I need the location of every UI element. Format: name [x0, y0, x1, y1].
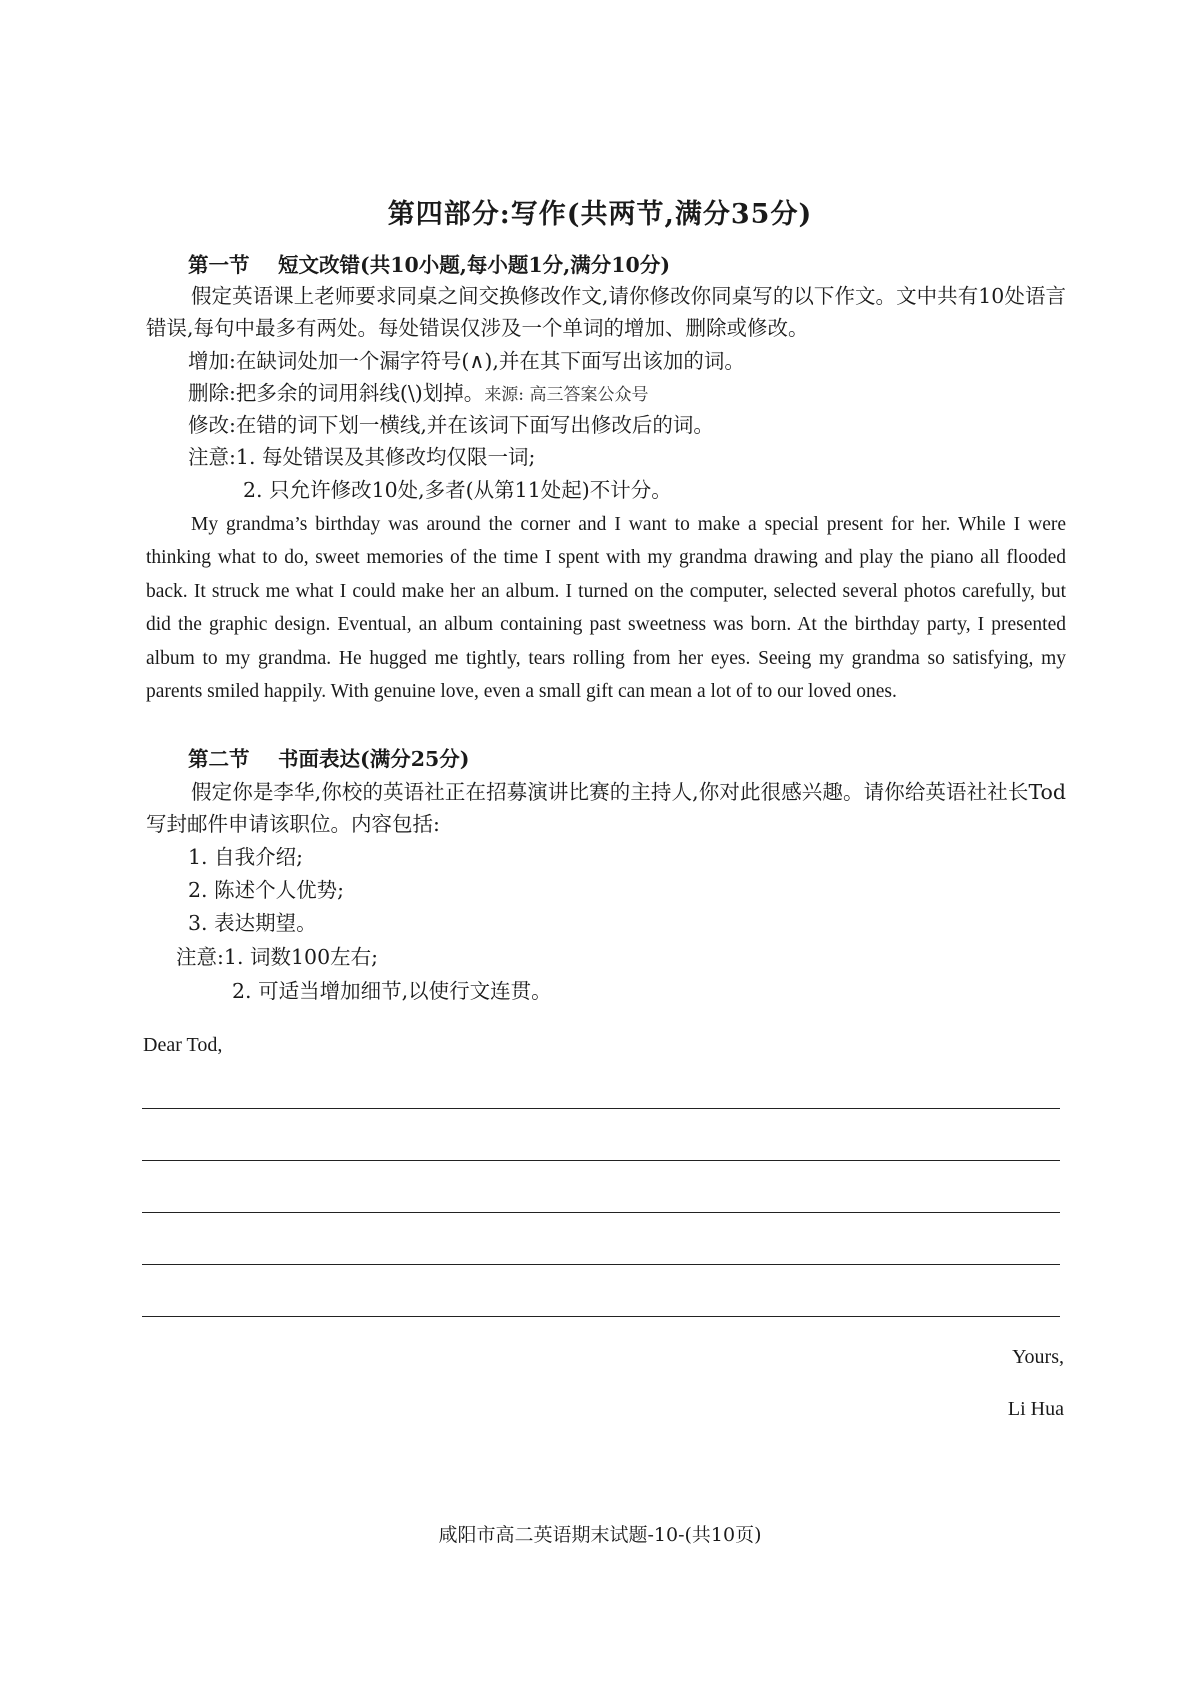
task-item-1: 1. 自我介绍;: [188, 845, 303, 869]
delete-rule-line: [188, 378, 648, 410]
section2-title: 书面表达(满分25分): [278, 747, 470, 771]
section1-title: 短文改错(共10小题,每小题1分,满分10分): [278, 253, 671, 277]
letter-closing: Yours,: [1012, 1346, 1064, 1368]
section1-note1: 注意:1. 每处错误及其修改均仅限一词;: [188, 445, 536, 469]
page-footer: 咸阳市高二英语期末试题-10-(共10页): [438, 1524, 762, 1546]
section2-intro: 假定你是李华,你校的英语社正在招募演讲比赛的主持人,你对此很感兴趣。请你给英语社社长Tod写封邮件申请该职位。内容包括:: [146, 780, 1066, 836]
answer-line-1[interactable]: [142, 1108, 1060, 1109]
task-item-3: 3. 表达期望。: [188, 911, 317, 935]
add-rule: 增加:在缺词处加一个漏字符号(∧),并在其下面写出该加的词。: [188, 349, 745, 373]
answer-line-3[interactable]: [142, 1212, 1060, 1213]
part-title: 第四部分:写作(共两节,满分35分): [387, 199, 813, 230]
section1-note2: 2. 只允许修改10处,多者(从第11处起)不计分。: [243, 478, 672, 502]
modify-rule: 修改:在错的词下划一横线,并在该词下面写出修改后的词。: [188, 413, 714, 437]
answer-line-4[interactable]: [142, 1264, 1060, 1265]
section1-number: 第一节: [188, 253, 250, 277]
section1-heading: [188, 250, 670, 280]
error-passage: My grandma’s birthday was around the corner and I want to make a special present for her. While I were thinking what to do, sweet memories of the time I spent with my grandma drawing and play the piano all flooded back. It struck me what I could make her an album. I turned on the computer, selected several photos carefully, but did the graphic design. Eventual, an album containing past sweetness was born. At the birthday party, I presented album to my grandma. He hugged me tightly, tears rolling from her eyes. Seeing my grandma so satisfying, my parents smiled happily. With genuine love, even a small gift can mean a lot of to our loved ones.: [146, 514, 1066, 703]
answer-line-5[interactable]: [142, 1316, 1060, 1317]
delete-rule: 删除:把多余的词用斜线(\)划掉。: [188, 381, 485, 405]
section1-intro: 假定英语课上老师要求同桌之间交换修改作文,请你修改你同桌写的以下作文。文中共有10处语言错误,每句中最多有两处。每处错误仅涉及一个单词的增加、删除或修改。: [146, 284, 1066, 340]
section2-note2: 2. 可适当增加细节,以使行文连贯。: [232, 979, 552, 1003]
letter-salutation: Dear Tod,: [143, 1034, 223, 1056]
task-item-2: 2. 陈述个人优势;: [188, 878, 344, 902]
letter-signature: Li Hua: [1007, 1398, 1064, 1420]
source-note: 来源: 高三答案公众号: [484, 385, 649, 405]
section2-number: 第二节: [188, 747, 250, 771]
answer-line-2[interactable]: [142, 1160, 1060, 1161]
section2-heading: [188, 744, 469, 774]
section2-note1: 注意:1. 词数100左右;: [176, 945, 379, 969]
